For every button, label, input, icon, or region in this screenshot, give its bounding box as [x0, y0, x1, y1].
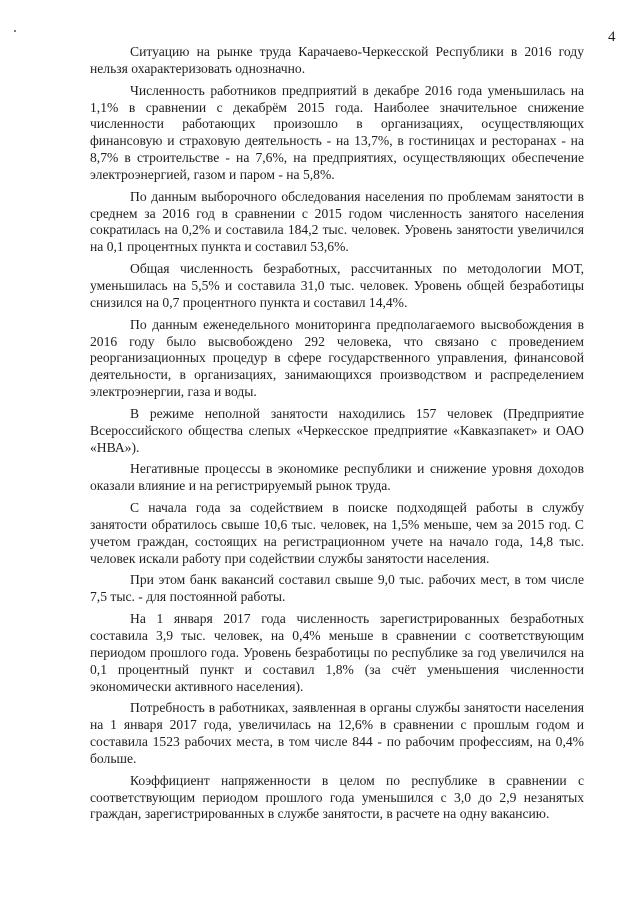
paragraph-4: Общая численность безработных, рассчитанных по методологии МОТ, уменьшилась на 5,5% и составила 31,0 тыс. человек. Уровень общей безработицы снизился на 0,7 процентного пункта и составил 14,4%. — [90, 261, 584, 310]
paragraph-12: Коэффициент напряженности в целом по республике в сравнении с соответствующим периодом прошлого года уменьшился с 3,0 до 2,9 незанятых граждан, зарегистрированных в службе занятости, в расчете на одну вакансию. — [90, 772, 584, 822]
paragraph-2: Численность работников предприятий в декабре 2016 года уменьшилась на 1,1% в сравнении с декабрём 2015 года. Наиболее значительное снижение численности работающих произошло в организациях, осуществляющих финансовую и страховую деятельность - на 13,7%, в гостиницах и ресторанах - на 8,7% в строительстве - на 7,6%, на предприятиях, осуществляющих обеспечение электроэнергией, газом и паром - на 5,8%. — [90, 82, 584, 182]
paragraph-1: Ситуацию на рынке труда Карачаево-Черкесской Республики в 2016 году нельзя охарактеризовать однозначно. — [90, 44, 584, 76]
document-body — [90, 44, 584, 828]
scan-speck — [14, 30, 16, 32]
paragraph-11: Потребность в работниках, заявленная в органы службы занятости населения на 1 января 2017 года, увеличилась на 12,6% в сравнении с прошлым годом и составила 1523 рабочих места, в том числе 844 - по рабочим профессиям, на 0,4% больше. — [90, 700, 584, 766]
paragraph-6: В режиме неполной занятости находились 157 человек (Предприятие Всероссийского общества слепых «Черкесское предприятие «Кавказпакет» и ОАО «НВА»). — [90, 405, 584, 455]
paragraph-7: Негативные процессы в экономике республики и снижение уровня доходов оказали влияние и на регистрируемый рынок труда. — [90, 461, 584, 494]
paragraph-8: С начала года за содействием в поиске подходящей работы в службу занятости обратилось свыше 10,6 тыс. человек, на 1,5% меньше, чем за 2015 год. С учетом граждан, состоящих на регистрационном учете на начало года, 14,8 тыс. человек искали работу при содействии службы занятости населения. — [90, 500, 584, 566]
paragraph-5: По данным еженедельного мониторинга предполагаемого высвобождения в 2016 году было высвобождено 292 человека, что связано с проведением реорганизационных процедур в сфере государственного управления, финансовой деятельности, в организациях, занимающихся производством и распределением электроэнергии, газа и воды. — [90, 316, 584, 400]
paragraph-10: На 1 января 2017 года численность зарегистрированных безработных составила 3,9 тыс. человек, на 0,4% меньше в сравнении с соответствующим периодом прошлого года. Уровень безработицы по республике за год увеличился на 0,1 процентный пункт и составил 1,8% (за счёт уменьшения численности экономически активного населения). — [90, 611, 584, 694]
page-number: 4 — [608, 29, 616, 45]
paragraph-9: При этом банк вакансий составил свыше 9,0 тыс. рабочих мест, в том числе 7,5 тыс. - для постоянной работы. — [90, 572, 584, 605]
paragraph-3: По данным выборочного обследования населения по проблемам занятости в среднем за 2016 год в сравнении с 2015 годом численность занятого населения сократилась на 0,2% и составила 184,2 тыс. человек. Уровень занятости увеличился на 0,1 процентных пункта и составил 53,6%. — [90, 188, 584, 255]
